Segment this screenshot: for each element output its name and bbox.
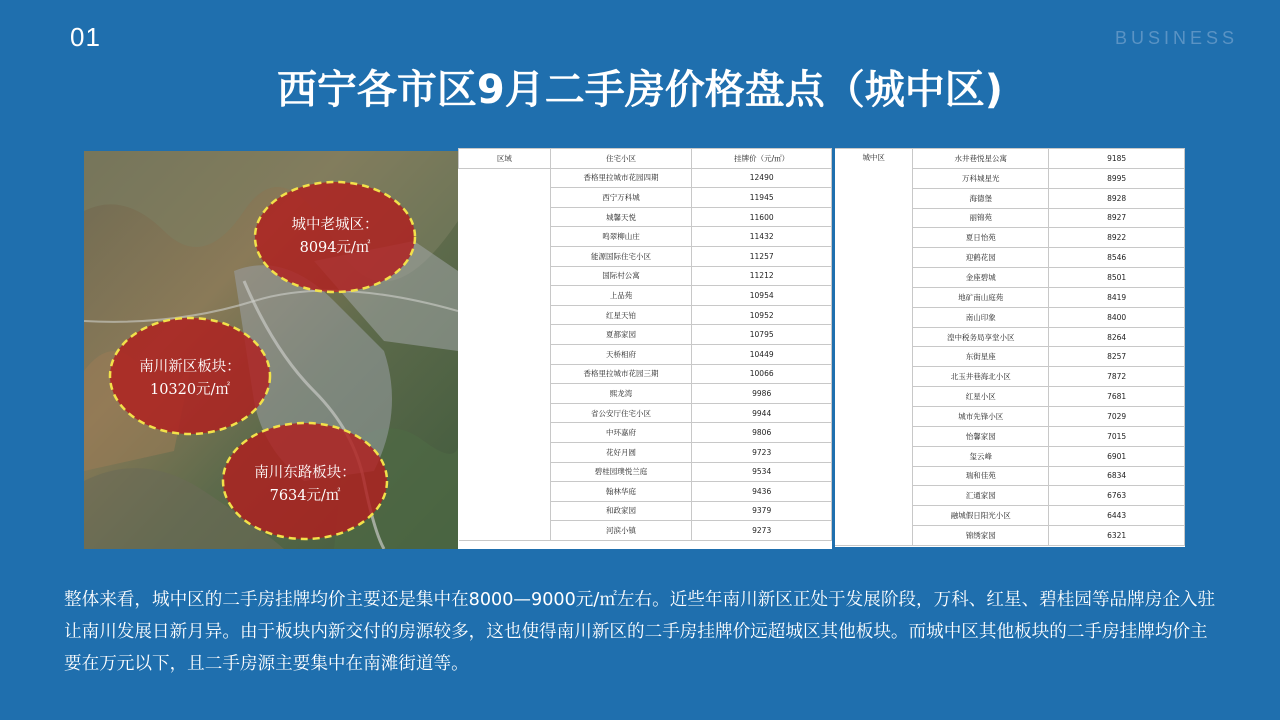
satellite-map bbox=[84, 151, 458, 549]
community-cell: 熙龙湾 bbox=[550, 384, 692, 404]
price-cell: 6321 bbox=[1049, 526, 1185, 546]
price-table-right bbox=[835, 148, 1185, 547]
community-cell: 花好月圆 bbox=[550, 442, 692, 462]
price-cell: 7015 bbox=[1049, 426, 1185, 446]
price-cell: 8546 bbox=[1049, 248, 1185, 268]
slide-number: 01 bbox=[70, 22, 101, 52]
community-cell: 海德堡 bbox=[913, 188, 1049, 208]
zone-old-city bbox=[255, 182, 415, 292]
community-cell: 南山印象 bbox=[913, 307, 1049, 327]
community-cell: 迎鹤花园 bbox=[913, 248, 1049, 268]
price-cell: 8995 bbox=[1049, 168, 1185, 188]
summary-text: 整体来看，城中区的二手房挂牌均价主要还是集中在8000—9000元/㎡左右。近些年南川新区正处于发展阶段，万科、红星、碧桂园等品牌房企入驻让南川发展日新月异。由于板块内新交付的房源较多，这也使得南川新区的二手房挂牌价远超城区其他板块。而城中区其他板块的二手房挂牌均价主要在万元以下，且二手房源主要集中在南滩街道等。 bbox=[64, 590, 1216, 674]
price-cell: 6834 bbox=[1049, 466, 1185, 486]
price-cell: 6763 bbox=[1049, 486, 1185, 506]
price-cell: 8922 bbox=[1049, 228, 1185, 248]
price-cell: 8257 bbox=[1049, 347, 1185, 367]
community-cell: 瑞和佳苑 bbox=[913, 466, 1049, 486]
community-cell: 能源国际住宅小区 bbox=[550, 246, 692, 266]
price-cell: 11257 bbox=[692, 246, 832, 266]
community-cell: 玺云峰 bbox=[913, 446, 1049, 466]
community-cell: 北玉井巷海北小区 bbox=[913, 367, 1049, 387]
community-cell: 红星天铂 bbox=[550, 305, 692, 325]
price-cell: 9944 bbox=[692, 403, 832, 423]
page-title: 西宁各市区9月二手房价格盘点（城中区) bbox=[276, 67, 1004, 113]
price-cell: 8264 bbox=[1049, 327, 1185, 347]
community-cell: 怡馨家园 bbox=[913, 426, 1049, 446]
price-cell: 11432 bbox=[692, 227, 832, 247]
community-cell: 金座碧城 bbox=[913, 268, 1049, 288]
community-cell: 城馨天悦 bbox=[550, 207, 692, 227]
price-cell: 11600 bbox=[692, 207, 832, 227]
community-cell: 夏都家园 bbox=[550, 325, 692, 345]
price-cell: 9273 bbox=[692, 521, 832, 541]
zone-nanchuan-new-price: 10320元/㎡ bbox=[149, 382, 231, 398]
zone-old-city-price: 8094元/㎡ bbox=[299, 240, 371, 256]
community-cell: 中环嘉府 bbox=[550, 423, 692, 443]
community-cell: 东街星座 bbox=[913, 347, 1049, 367]
community-cell: 夏日怡苑 bbox=[913, 228, 1049, 248]
area-cell: 城中区 bbox=[835, 149, 913, 546]
header-price: 挂牌价（元/㎡） bbox=[692, 149, 832, 169]
price-cell: 8927 bbox=[1049, 208, 1185, 228]
price-cell: 9806 bbox=[692, 423, 832, 443]
community-cell: 西宁万科城 bbox=[550, 188, 692, 208]
community-cell: 国际村公寓 bbox=[550, 266, 692, 286]
community-cell: 河滨小镇 bbox=[550, 521, 692, 541]
zone-nanchuan-east bbox=[223, 423, 387, 539]
price-cell: 9723 bbox=[692, 442, 832, 462]
price-cell: 9185 bbox=[1049, 149, 1185, 169]
price-cell: 8501 bbox=[1049, 268, 1185, 288]
community-cell: 地矿南山庭苑 bbox=[913, 287, 1049, 307]
community-cell: 翰林华庭 bbox=[550, 482, 692, 502]
price-cell: 9534 bbox=[692, 462, 832, 482]
table-header-row bbox=[459, 149, 832, 169]
table-row bbox=[459, 168, 832, 188]
zone-nanchuan-new-name: 南川新区板块： bbox=[139, 359, 241, 375]
community-cell: 融城假日阳光小区 bbox=[913, 506, 1049, 526]
community-cell: 省公安厅住宅小区 bbox=[550, 403, 692, 423]
price-cell: 6443 bbox=[1049, 506, 1185, 526]
community-cell: 香格里拉城市花园四期 bbox=[550, 168, 692, 188]
header-area: 区域 bbox=[459, 149, 551, 169]
zone-nanchuan-east-name: 南川东路板块： bbox=[254, 465, 356, 481]
area-cell bbox=[459, 168, 551, 540]
price-cell: 7872 bbox=[1049, 367, 1185, 387]
price-cell: 10952 bbox=[692, 305, 832, 325]
price-cell: 8419 bbox=[1049, 287, 1185, 307]
community-cell: 丽锦苑 bbox=[913, 208, 1049, 228]
price-cell: 8928 bbox=[1049, 188, 1185, 208]
price-cell: 10066 bbox=[692, 364, 832, 384]
brand-label: BUSINESS bbox=[1114, 28, 1238, 48]
community-cell: 锦绣家园 bbox=[913, 526, 1049, 546]
community-cell: 天桥相府 bbox=[550, 344, 692, 364]
price-cell: 8400 bbox=[1049, 307, 1185, 327]
community-cell: 汇通家园 bbox=[913, 486, 1049, 506]
community-cell: 红星小区 bbox=[913, 387, 1049, 407]
community-cell: 上品苑 bbox=[550, 286, 692, 306]
price-cell: 6901 bbox=[1049, 446, 1185, 466]
price-cell: 9986 bbox=[692, 384, 832, 404]
community-cell: 鸣翠柳山庄 bbox=[550, 227, 692, 247]
community-cell: 湟中税务局享堂小区 bbox=[913, 327, 1049, 347]
price-cell: 7681 bbox=[1049, 387, 1185, 407]
price-cell: 11212 bbox=[692, 266, 832, 286]
community-cell: 香格里拉城市花园三期 bbox=[550, 364, 692, 384]
price-cell: 10954 bbox=[692, 286, 832, 306]
price-cell: 10449 bbox=[692, 344, 832, 364]
header-community: 住宅小区 bbox=[550, 149, 692, 169]
zone-nanchuan-east-price: 7634元/㎡ bbox=[269, 488, 341, 504]
price-cell: 9379 bbox=[692, 501, 832, 521]
price-table-left bbox=[458, 148, 832, 549]
community-cell: 水井巷悦星公寓 bbox=[913, 149, 1049, 169]
price-cell: 7029 bbox=[1049, 406, 1185, 426]
price-cell: 10795 bbox=[692, 325, 832, 345]
community-cell: 万科城星光 bbox=[913, 168, 1049, 188]
table-row bbox=[835, 149, 1185, 169]
price-cell: 9436 bbox=[692, 482, 832, 502]
price-cell: 11945 bbox=[692, 188, 832, 208]
community-cell: 城市先锋小区 bbox=[913, 406, 1049, 426]
zone-old-city-name: 城中老城区： bbox=[291, 217, 379, 233]
community-cell: 和政家园 bbox=[550, 501, 692, 521]
zone-nanchuan-new bbox=[110, 318, 270, 434]
community-cell: 碧桂园璞悦兰庭 bbox=[550, 462, 692, 482]
price-cell: 12490 bbox=[692, 168, 832, 188]
